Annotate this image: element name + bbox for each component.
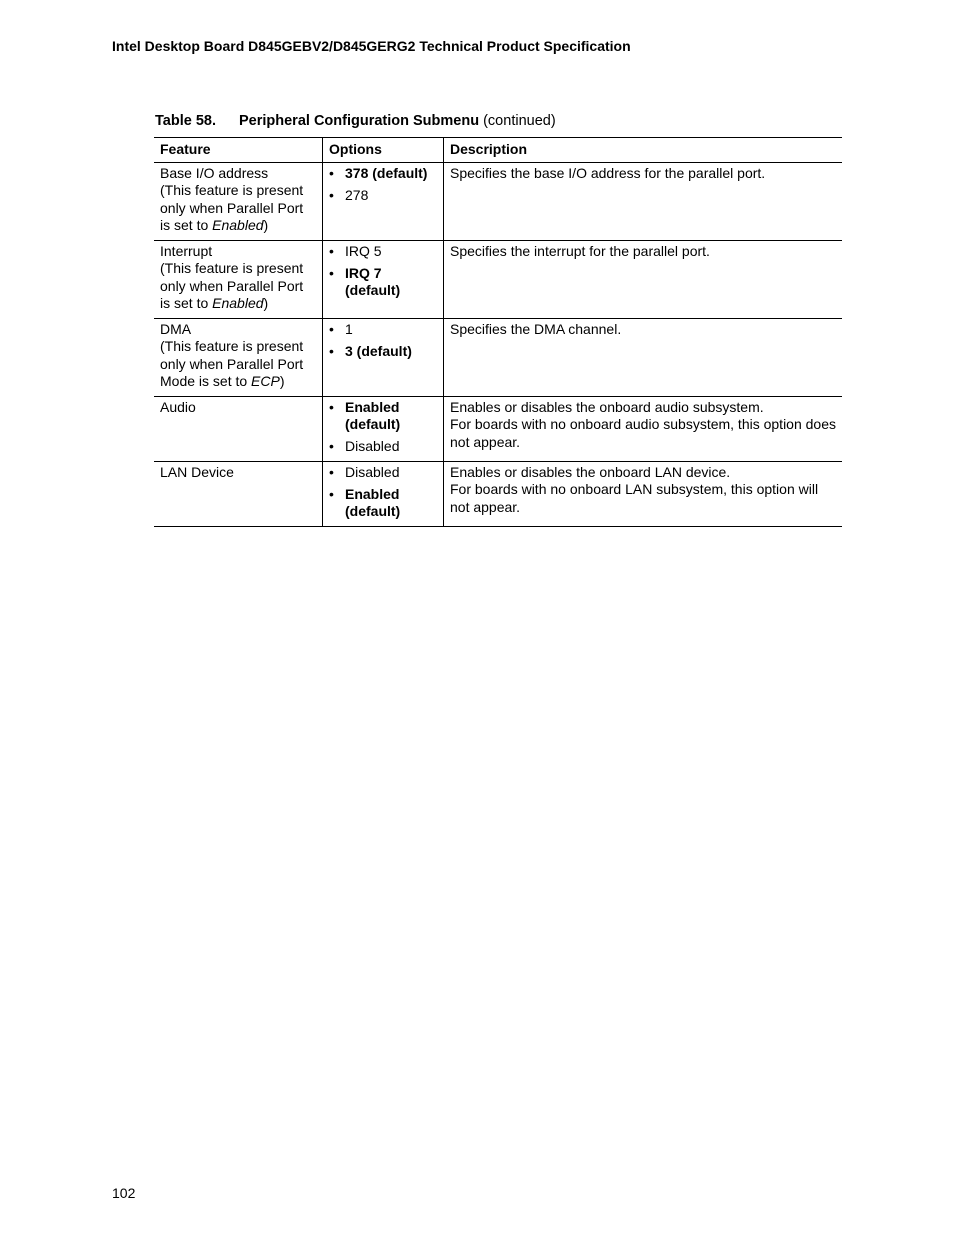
- description-cell: Specifies the DMA channel.: [450, 320, 622, 337]
- table-row: [154, 318, 842, 396]
- bullet-icon: •: [329, 342, 334, 359]
- description-cell: Specifies the interrupt for the parallel port.: [450, 242, 710, 259]
- option-item: • Enabled (default): [329, 485, 401, 519]
- option-item: • 3 (default): [329, 342, 412, 359]
- description-cell: Enables or disables the onboard audio subsystem. For boards with no onboard audio subsystem, this option does not appear.: [450, 398, 837, 450]
- options-cell: [323, 318, 444, 396]
- feature-note: (This feature is present only when Parallel Port Mode is set to ECP): [160, 338, 304, 389]
- feature-note: (This feature is present only when Parallel Port is set to Enabled): [160, 182, 304, 233]
- feature-name: Base I/O address: [160, 164, 269, 181]
- feature-cell: [154, 240, 323, 318]
- table-number: Table 58.: [155, 113, 216, 129]
- bullet-icon: •: [329, 438, 334, 454]
- bullet-icon: •: [329, 164, 334, 181]
- table-row: [154, 461, 842, 526]
- peripheral-config-table: [154, 137, 842, 527]
- option-item: • IRQ 7 (default): [329, 264, 401, 298]
- table-header-row: [154, 138, 842, 163]
- feature-cell: [154, 461, 323, 526]
- options-cell: [323, 240, 444, 318]
- option-item: • Disabled: [329, 438, 400, 454]
- column-header-options: Options: [323, 138, 444, 163]
- bullet-icon: •: [329, 398, 334, 415]
- feature-cell: [154, 396, 323, 461]
- options-cell: [323, 461, 444, 526]
- feature-name: Audio: [160, 398, 196, 415]
- feature-name: Interrupt: [160, 242, 213, 259]
- table-title-suffix: (continued): [479, 113, 556, 129]
- option-item: • 1: [329, 320, 353, 337]
- bullet-icon: •: [329, 485, 334, 502]
- option-item: • 278: [329, 186, 369, 203]
- description-cell: Enables or disables the onboard LAN device. For boards with no onboard LAN subsystem, this option will not appear.: [450, 463, 819, 515]
- feature-name: LAN Device: [160, 463, 234, 480]
- table-row: [154, 240, 842, 318]
- feature-name: DMA: [160, 320, 192, 337]
- feature-note: (This feature is present only when Parallel Port is set to Enabled): [160, 260, 304, 311]
- table-row: [154, 396, 842, 461]
- column-header-feature: Feature: [154, 138, 323, 163]
- option-item: • Disabled: [329, 463, 400, 480]
- option-item: • Enabled (default): [329, 398, 401, 432]
- bullet-icon: •: [329, 320, 334, 337]
- bullet-icon: •: [329, 463, 334, 480]
- options-cell: [323, 396, 444, 461]
- page-number: 102: [112, 1185, 136, 1201]
- bullet-icon: •: [329, 186, 334, 203]
- option-item: • 378 (default): [329, 164, 428, 181]
- table-row: [154, 162, 842, 240]
- feature-cell: [154, 162, 323, 240]
- bullet-icon: •: [329, 242, 334, 259]
- option-item: • IRQ 5: [329, 242, 382, 259]
- column-header-description: Description: [450, 141, 528, 157]
- options-cell: [323, 162, 444, 240]
- feature-cell: [154, 318, 323, 396]
- description-cell: Specifies the base I/O address for the parallel port.: [450, 164, 766, 181]
- document-header: Intel Desktop Board D845GEBV2/D845GERG2 Technical Product Specification: [112, 38, 631, 54]
- bullet-icon: •: [329, 264, 334, 281]
- table-caption: [155, 113, 556, 129]
- table-title: Peripheral Configuration Submenu: [239, 113, 480, 129]
